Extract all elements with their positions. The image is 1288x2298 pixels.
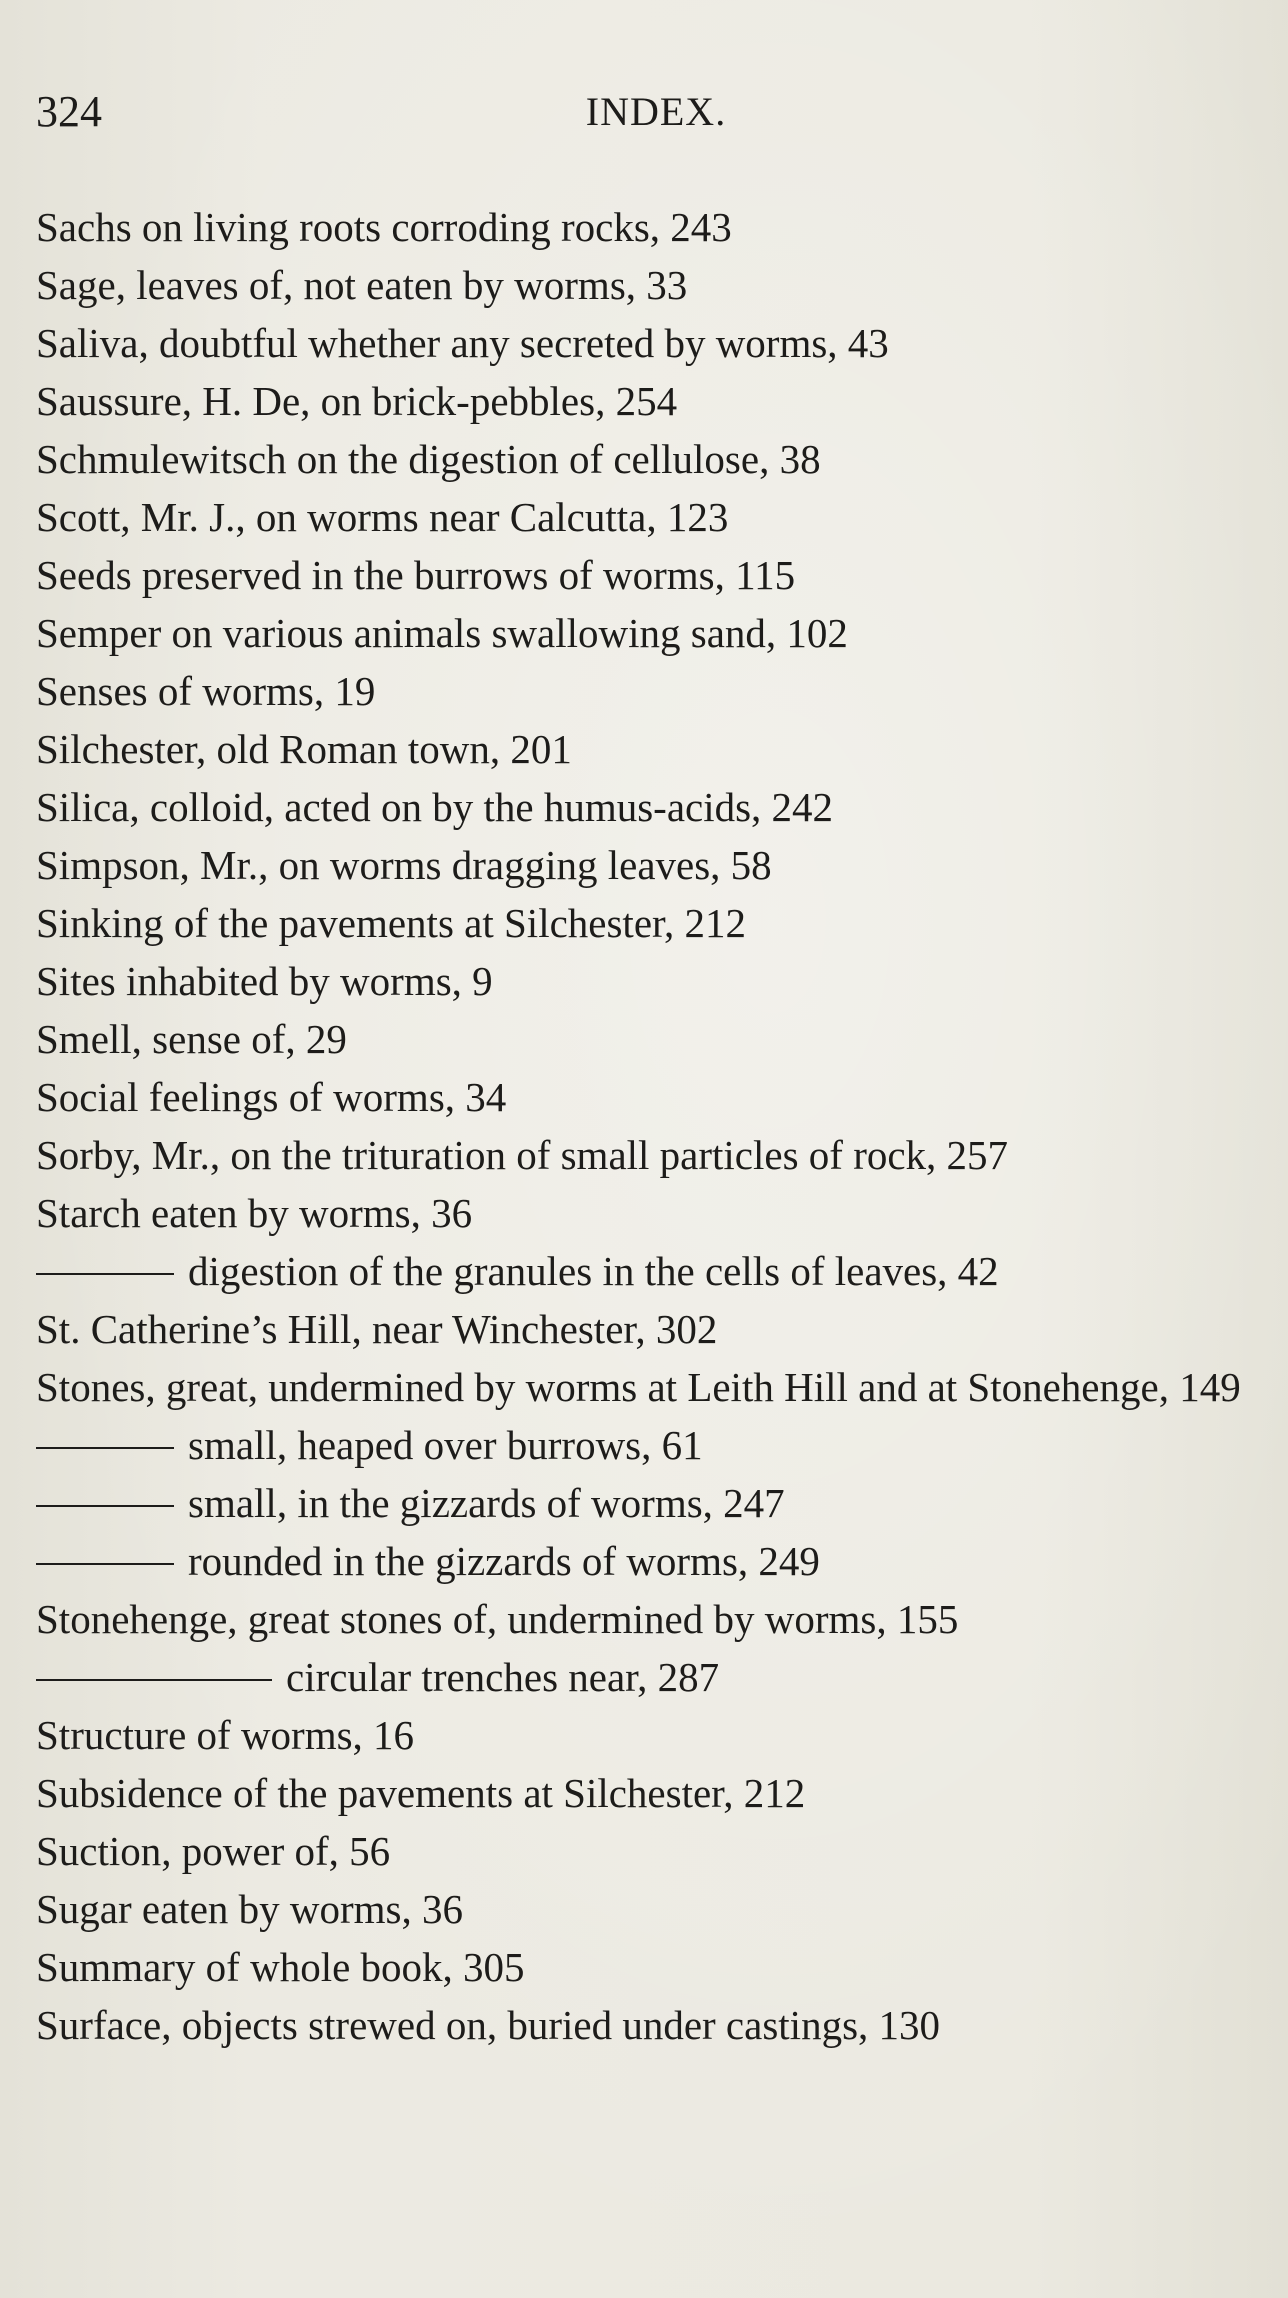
index-entry [36,1648,1248,1706]
index-entry-text: Sachs on living roots corroding rocks, 243 [36,204,732,250]
index-entry-text: Structure of worms, 16 [36,1712,415,1758]
index-entry [36,198,1248,256]
index-entry-text: Stones, great, undermined by worms at Leith Hill and at Stonehenge, 149 [36,1364,1241,1410]
index-entry-text: Suction, power of, 56 [36,1828,391,1874]
index-entry [36,1532,1248,1590]
index-entry-text: Social feelings of worms, 34 [36,1074,507,1120]
index-entry [36,1590,1248,1648]
ditto-dash [36,1447,174,1449]
index-entry [36,1300,1248,1358]
page-number: 324 [36,87,102,136]
index-entry [36,836,1248,894]
index-entry [36,1706,1248,1764]
index-entry [36,720,1248,778]
index-entry [36,1996,1248,2054]
index-entry [36,778,1248,836]
index-entry-text: Scott, Mr. J., on worms near Calcutta, 123 [36,494,729,540]
index-entry [36,546,1248,604]
index-entry-text: Smell, sense of, 29 [36,1016,347,1062]
index-entry [36,1358,1248,1416]
index-entry-text: St. Catherine’s Hill, near Winchester, 302 [36,1306,718,1352]
index-entry [36,604,1248,662]
index-entry [36,430,1248,488]
ditto-dash [36,1679,272,1681]
page-header [36,82,1236,142]
index-entry-text: Starch eaten by worms, 36 [36,1190,473,1236]
ditto-dash [36,1505,174,1507]
index-entry [36,1822,1248,1880]
index-entry [36,1416,1248,1474]
index-entry [36,662,1248,720]
index-entry-text: Sugar eaten by worms, 36 [36,1886,463,1932]
index-entry-text: Simpson, Mr., on worms dragging leaves, 58 [36,842,772,888]
index-entry-text: Seeds preserved in the burrows of worms, 115 [36,552,796,598]
index-entry [36,1242,1248,1300]
index-entry [36,1474,1248,1532]
index-entry [36,1068,1248,1126]
index-entry-text: Semper on various animals swallowing sand, 102 [36,610,848,656]
running-title: INDEX. [585,89,727,134]
index-entry-text: Saussure, H. De, on brick-pebbles, 254 [36,378,678,424]
index-entry-text: rounded in the gizzards of worms, 249 [188,1538,820,1584]
index-entry-text: Silchester, old Roman town, 201 [36,726,572,772]
index-entry [36,1184,1248,1242]
index-entry-text: circular trenches near, 287 [286,1654,720,1700]
index-entry-text: digestion of the granules in the cells of leaves, 42 [188,1248,999,1294]
ditto-dash [36,1273,174,1275]
index-entry-text: Surface, objects strewed on, buried under castings, 130 [36,2002,941,2048]
index-entry-text: small, heaped over burrows, 61 [188,1422,703,1468]
index-entry [36,1764,1248,1822]
index-entry-text: Sorby, Mr., on the trituration of small particles of rock, 257 [36,1132,1009,1178]
index-entry-text: Sage, leaves of, not eaten by worms, 33 [36,262,688,308]
index-entry [36,894,1248,952]
ditto-dash [36,1563,174,1565]
index-entry [36,488,1248,546]
index-entry-text: Sinking of the pavements at Silchester, 212 [36,900,747,946]
index-entry-text: Senses of worms, 19 [36,668,376,714]
index-entry-text: Sites inhabited by worms, 9 [36,958,493,1004]
index-entry-text: small, in the gizzards of worms, 247 [188,1480,785,1526]
index-entry [36,314,1248,372]
index-entries [36,198,1248,2054]
index-entry [36,1010,1248,1068]
index-entry-text: Schmulewitsch on the digestion of cellulose, 38 [36,436,821,482]
index-entry [36,952,1248,1010]
index-entry [36,1938,1248,1996]
index-entry-text: Silica, colloid, acted on by the humus-acids, 242 [36,784,834,830]
index-entry [36,372,1248,430]
index-entry-text: Summary of whole book, 305 [36,1944,525,1990]
index-entry-text: Saliva, doubtful whether any secreted by worms, 43 [36,320,889,366]
index-entry-text: Subsidence of the pavements at Silchester, 212 [36,1770,806,1816]
index-entry-text: Stonehenge, great stones of, undermined by worms, 155 [36,1596,959,1642]
index-entry [36,1126,1248,1184]
index-entry [36,256,1248,314]
index-entry [36,1880,1248,1938]
